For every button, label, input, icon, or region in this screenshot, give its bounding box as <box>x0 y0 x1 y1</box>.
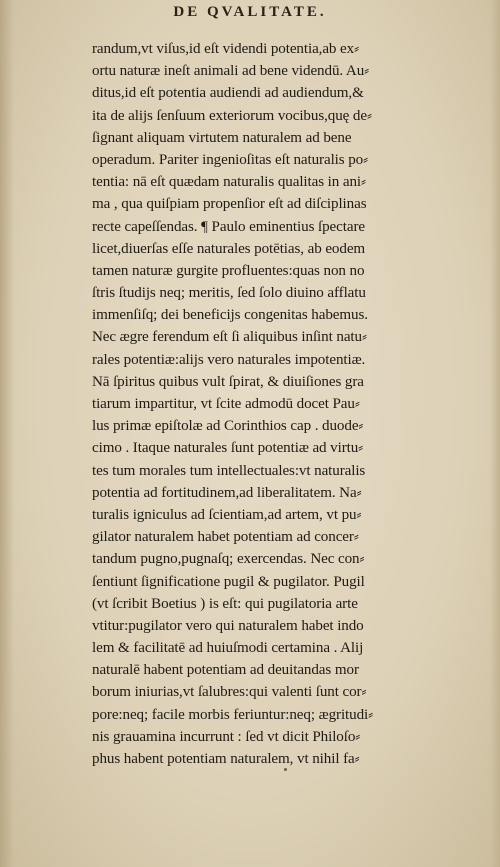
text-line: naturalē habent potentiam ad deuitandas mor <box>92 662 359 679</box>
text-line: Nec ægre ferendum eſt ſi aliquibus inſint natu⸗ <box>92 329 367 346</box>
text-line: rales potentiæ:alijs vero naturales impotentiæ. <box>92 351 366 368</box>
text-line: recte capeſſendas. ¶ Paulo eminentius ſpectare <box>92 218 365 235</box>
text-line: (vt ſcribit Boetius ) is eſt: qui pugilatoria arte <box>92 595 358 612</box>
text-line: lus primæ epiſtolæ ad Corinthios cap . duode⸗ <box>92 418 364 435</box>
text-line: ortu naturæ ineſt animali ad bene videndū. Au⸗ <box>92 63 370 80</box>
text-line: phus habent potentiam naturalem, vt nihil fa⸗ <box>92 751 360 767</box>
text-line: randum,vt viſus,id eſt videndi potentia,ab ex⸗ <box>92 41 360 57</box>
text-line: ditus,id eſt potentia audiendi ad audiendum,& <box>92 85 364 102</box>
text-line: operadum. Pariter ingenioſitas eſt naturalis po⸗ <box>92 151 369 168</box>
running-head: DE QVALITATE. <box>173 4 327 20</box>
text-line: potentia ad fortitudinem,ad liberalitatem. Na⸗ <box>92 484 362 501</box>
text-block <box>92 38 472 770</box>
text-line: vtitur:pugilator vero qui naturalem habet indo <box>92 617 364 634</box>
text-line: borum iniurias,vt ſalubres:qui valenti ſunt cor⸗ <box>92 684 367 701</box>
text-line: cimo . Itaque naturales ſunt potentiæ ad virtu⸗ <box>92 440 364 457</box>
text-line: pore:neq; facile morbis feriuntur:neq; ægritudi⸗ <box>92 706 374 723</box>
ink-speck <box>284 768 287 771</box>
text-line: gilator naturalem habet potentiam ad concer⸗ <box>92 529 359 546</box>
text-line: ſentiunt ſignificatione pugil & pugilator. Pugil <box>92 573 365 590</box>
text-line: ita de alijs ſenſuum exteriorum vocibus,quę de⸗ <box>92 107 372 124</box>
text-line: lem & facilitatē ad huiuſmodi certamina . Alij <box>92 640 364 657</box>
text-line: tentia: nā eſt quædam naturalis qualitas in ani⸗ <box>92 174 366 191</box>
text-line: tamen naturæ gurgite profluentes:quas non no <box>92 262 365 279</box>
text-line: turalis igniculus ad ſcientiam,ad artem, vt pu⸗ <box>92 506 362 523</box>
text-line: licet,diuerſas eſſe naturales potētias, ab eodem <box>92 240 366 257</box>
text-line: tandum pugno,pugnaſq; exercendas. Nec con⸗ <box>92 551 365 568</box>
text-line: ſtris ſtudijs neq; meritis, ſed ſolo diuino afflatu <box>92 285 366 302</box>
text-line: tiarum impartitur, vt ſcite admodū docet Pau⸗ <box>92 396 360 412</box>
text-line: Nā ſpiritus quibus vult ſpirat, & diuiſiones gra <box>92 373 364 390</box>
text-line: nis grauamina incurrunt : ſed vt dicit Philoſo⸗ <box>92 728 361 745</box>
text-line: immenſiſq; dei beneficijs congenitas habemus. <box>92 307 368 324</box>
text-line: ſignant aliquam virtutem naturalem ad bene <box>92 129 352 146</box>
text-line: ma , qua quiſpiam propenſior eſt ad diſciplinas <box>92 196 367 213</box>
text-line: tes tum morales tum intellectuales:vt naturalis <box>92 462 366 479</box>
